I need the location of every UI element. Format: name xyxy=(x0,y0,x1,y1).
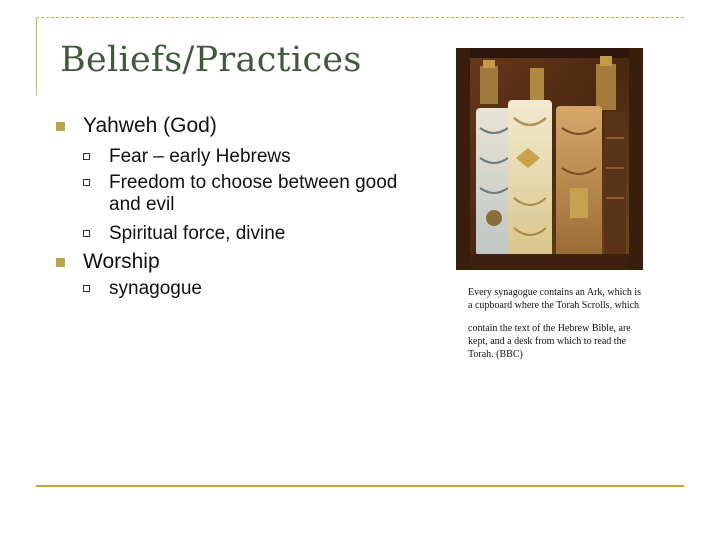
sub-bullet-text-line1: Freedom to choose between good xyxy=(109,172,398,193)
bullet-yahweh xyxy=(83,114,217,138)
sub-bullet-fear xyxy=(109,146,291,168)
caption-line: contain the text of the Hebrew Bible, are xyxy=(468,323,631,334)
torah-ark-photo xyxy=(456,48,643,270)
hollow-square-bullet-icon xyxy=(83,179,90,186)
hollow-square-bullet-icon xyxy=(83,153,90,160)
caption-line: kept, and a desk from which to read the xyxy=(468,336,627,347)
left-divider xyxy=(36,17,37,95)
hollow-square-bullet-icon xyxy=(83,230,90,237)
sub-bullet-text-line2: and evil xyxy=(109,194,175,215)
hollow-square-bullet-icon xyxy=(83,285,90,292)
photo-caption-part1 xyxy=(468,286,658,312)
bullet-text: Yahweh (God) xyxy=(83,114,217,137)
bottom-divider xyxy=(36,485,684,487)
bullet-text: Worship xyxy=(83,250,160,273)
sub-bullet-text: Fear – early Hebrews xyxy=(109,146,291,167)
top-divider xyxy=(36,17,684,18)
photo-caption-part2 xyxy=(468,322,658,361)
torah-ark-illustration xyxy=(456,48,643,270)
sub-bullet-text: synagogue xyxy=(109,278,202,299)
sub-bullet-text: Spiritual force, divine xyxy=(109,223,286,244)
square-bullet-icon xyxy=(56,122,65,131)
caption-line: Every synagogue contains an Ark, which is xyxy=(468,287,642,298)
sub-bullet-synagogue xyxy=(109,278,202,300)
bullet-worship xyxy=(83,250,160,274)
slide-title: Beliefs/Practices xyxy=(60,40,362,80)
sub-bullet-spiritual xyxy=(109,223,285,245)
caption-line: Torah. (BBC) xyxy=(468,349,523,360)
square-bullet-icon xyxy=(56,258,65,267)
sub-bullet-freedom xyxy=(109,172,397,216)
caption-line: a cupboard where the Torah Scrolls, which xyxy=(468,300,640,311)
